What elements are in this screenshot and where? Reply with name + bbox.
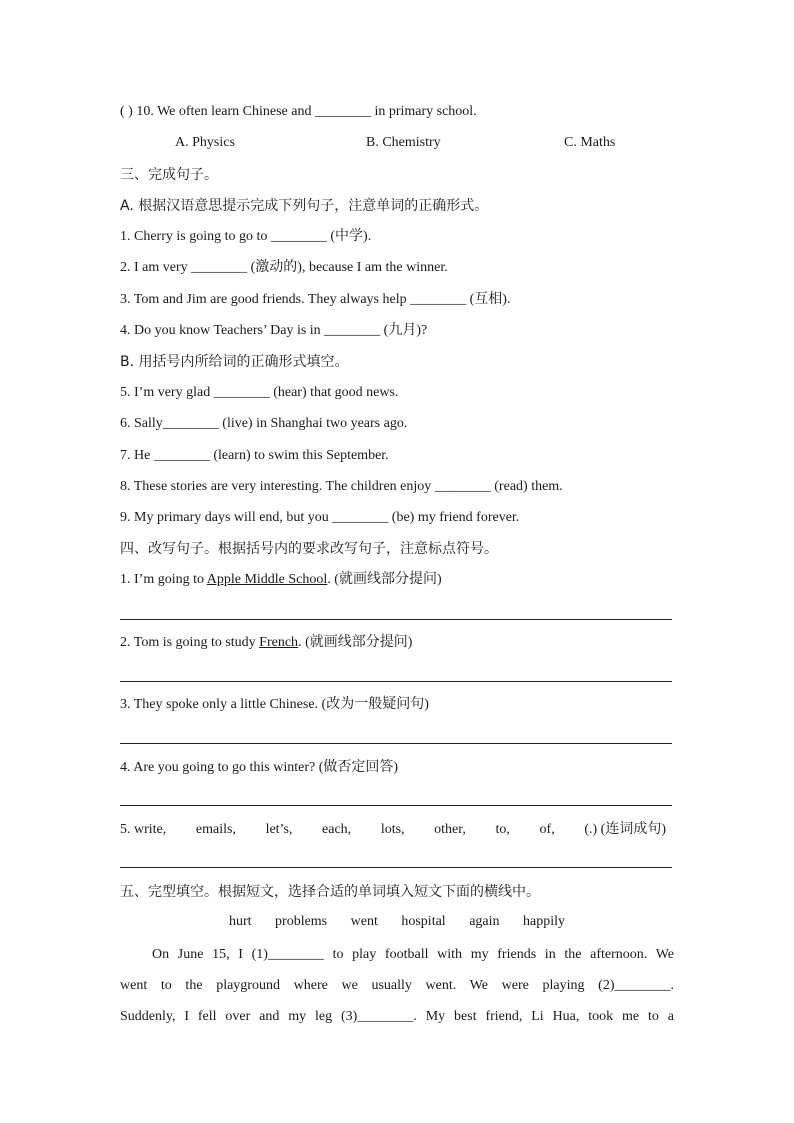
passage-line-2: went to the playground where we usually went. We were playing (2)________. — [120, 978, 674, 993]
q1-prefix: 1. I’m going to — [120, 572, 207, 587]
q2-prefix: 2. Tom is going to study — [120, 635, 260, 650]
word-bank-item: problems — [275, 914, 328, 929]
q5-word: of, — [539, 822, 555, 837]
q5-word: let’s, — [265, 822, 293, 837]
q5-word: other, — [434, 822, 466, 837]
section-3-b7: 7. He ________ (learn) to swim this September. — [120, 448, 389, 463]
section-3-a2: 2. I am very ________ (激动的), because I am the winner. — [120, 260, 448, 275]
section-3-b5: 5. I’m very glad ________ (hear) that good news. — [120, 385, 399, 400]
section-4-title: 四、改写句子。根据括号内的要求改写句子，注意标点符号。 — [120, 541, 498, 557]
answer-line-1[interactable] — [120, 619, 672, 620]
section-3-a3: 3. Tom and Jim are good friends. They always help ________ (互相). — [120, 292, 511, 307]
section-4-q4: 4. Are you going to go this winter? (做否定回答) — [120, 760, 399, 775]
q5-word: 5. write, — [120, 822, 167, 837]
q5-word: each, — [322, 822, 352, 837]
section-3-part-b-title: B. 用括号内所给词的正确形式填空。 — [120, 354, 349, 370]
passage-line-1: On June 15, I (1)________ to play football with my friends in the afternoon. We — [152, 947, 674, 962]
section-4-q2 — [120, 634, 412, 652]
word-bank-item: happily — [523, 914, 566, 929]
section-3-title: 三、完成句子。 — [120, 167, 218, 183]
q1-suffix: . (就画线部分提问) — [327, 572, 442, 587]
q5-word: (.) (连词成句) — [584, 822, 666, 837]
word-bank-item: hospital — [401, 914, 446, 929]
q2-underlined: French — [259, 635, 299, 650]
q10-option-a: A. Physics — [175, 135, 235, 150]
answer-line-5[interactable] — [120, 867, 672, 868]
section-3-b9: 9. My primary days will end, but you ________ (be) my friend forever. — [120, 510, 520, 525]
word-bank-item: went — [350, 914, 378, 929]
answer-line-4[interactable] — [120, 805, 672, 806]
section-4-q1 — [120, 571, 442, 589]
word-bank-item: again — [469, 914, 500, 929]
section-3-a1: 1. Cherry is going to go to ________ (中学). — [120, 229, 372, 244]
question-10: ( ) 10. We often learn Chinese and ________ in primary school. — [120, 104, 477, 119]
q1-underlined: Apple Middle School — [206, 572, 328, 587]
passage-line-3: Suddenly, I fell over and my leg (3)________. My best friend, Li Hua, took me to a — [120, 1009, 674, 1024]
word-bank-item: hurt — [228, 914, 252, 929]
q5-word: to, — [495, 822, 510, 837]
section-3-b8: 8. These stories are very interesting. The children enjoy ________ (read) them. — [120, 479, 563, 494]
answer-line-2[interactable] — [120, 681, 672, 682]
section-4-q5 — [120, 821, 666, 839]
section-4-q3: 3. They spoke only a little Chinese. (改为一般疑问句) — [120, 697, 429, 712]
section-5-title: 五、完型填空。根据短文，选择合适的单词填入短文下面的横线中。 — [120, 884, 540, 900]
section-3-part-a-title: A. 根据汉语意思提示完成下列句子，注意单词的正确形式。 — [120, 198, 489, 214]
q10-option-b: B. Chemistry — [366, 135, 441, 150]
section-3-b6: 6. Sally________ (live) in Shanghai two years ago. — [120, 416, 408, 431]
section-3-a4: 4. Do you know Teachers’ Day is in ________ (九月)? — [120, 323, 428, 338]
word-bank — [0, 914, 794, 930]
q5-word: emails, — [195, 822, 236, 837]
q5-word: lots, — [380, 822, 405, 837]
answer-line-3[interactable] — [120, 743, 672, 744]
q2-suffix: . (就画线部分提问) — [298, 635, 413, 650]
q10-option-c: C. Maths — [564, 135, 616, 150]
